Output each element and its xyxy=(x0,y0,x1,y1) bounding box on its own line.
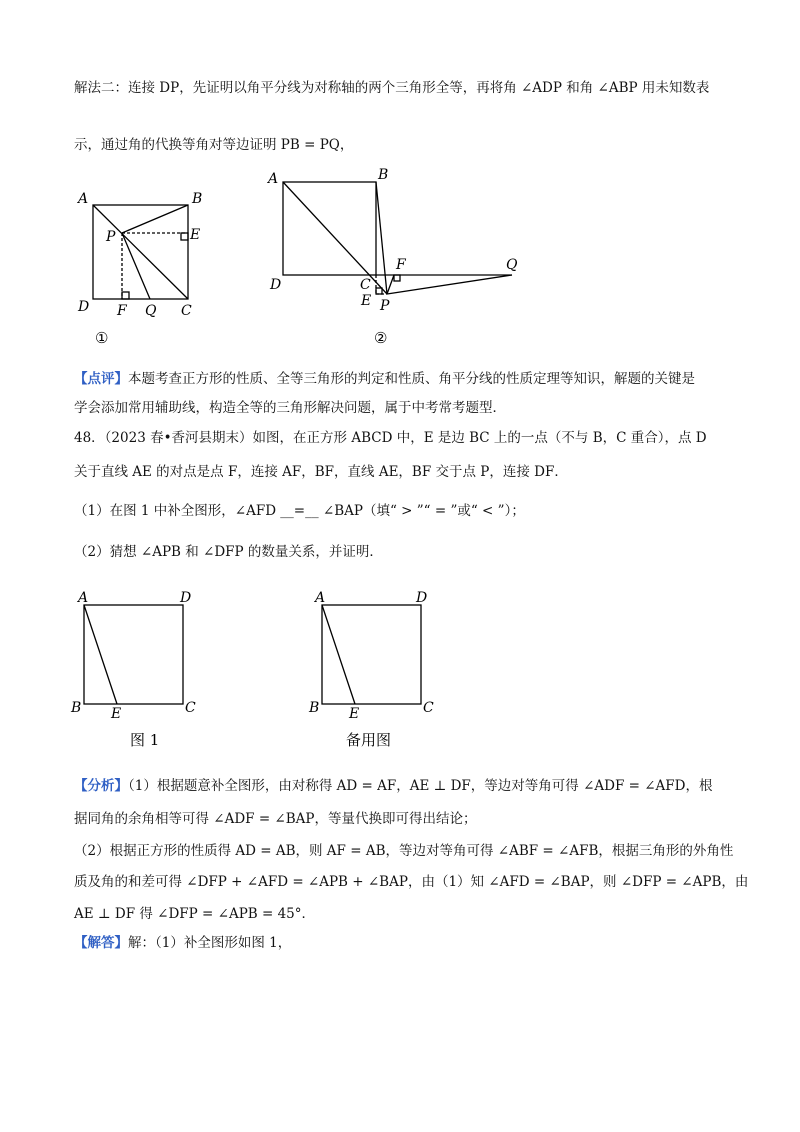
figure4-label-E: E xyxy=(349,706,360,722)
figure3-square xyxy=(84,605,183,704)
figure2-label-F: F xyxy=(396,257,406,273)
figure2-diagonal-AP xyxy=(283,182,387,294)
figure4-caption: 备用图 xyxy=(346,731,392,749)
figure3-label-D: D xyxy=(180,590,192,606)
figure2-segment-FP xyxy=(387,275,394,294)
figure2-right-angle-E xyxy=(376,288,382,294)
figure1-caption: ① xyxy=(95,329,109,347)
figure2-caption: ② xyxy=(374,329,388,347)
comment-tag: 【点评】 xyxy=(74,371,128,387)
figure4-square xyxy=(322,605,421,704)
problem48-part2: （2）猜想 ∠APB 和 ∠DFP 的数量关系，并证明． xyxy=(74,544,383,560)
figure4-label-D: D xyxy=(416,590,428,606)
figure1-right-angle-E xyxy=(181,233,188,240)
figure2-right-angle-F xyxy=(394,275,400,281)
figure4-label-A: A xyxy=(315,590,326,606)
figure1-label-A: A xyxy=(78,191,89,207)
figure3-label-B: B xyxy=(71,700,82,716)
figure2-label-C: C xyxy=(360,277,371,293)
figure3-label-C: C xyxy=(185,700,196,716)
figure2-segment-PQ xyxy=(387,275,512,294)
figure4-label-C: C xyxy=(423,700,434,716)
analysis-line3: （2）根据正方形的性质得 AD = AB，则 AF = AB，等边对等角可得 ∠ABF = ∠AFB，根据三角形的外角性 xyxy=(74,843,734,859)
problem48-line1: 48．（2023 春•香河县期末）如图，在正方形 ABCD 中，E 是边 BC 上的一点（不与 B，C 重合），点 D xyxy=(74,430,707,446)
method2-line2: 示，通过角的代换等角对等边证明 PB = PQ， xyxy=(74,137,354,153)
comment-text-1: 本题考查正方形的性质、全等三角形的判定和性质、角平分线的性质定理等知识，解题的关键是 xyxy=(128,371,695,387)
answer-text-1: 解：（1）补全图形如图 1， xyxy=(128,935,292,951)
problem48-part1: （1）在图 1 中补全图形，∠AFD __=__ ∠BAP（填“ > ”“ = ”或“ < ”）； xyxy=(74,503,525,519)
figure3-segment-AE xyxy=(84,605,117,704)
comment-line1 xyxy=(74,367,695,387)
figure1-label-Q: Q xyxy=(145,303,157,319)
geometry-figures-1-2 xyxy=(0,165,800,365)
analysis-line5: AE ⊥ DF 得 ∠DFP = ∠APB = 45°． xyxy=(74,906,316,922)
figure1-label-B: B xyxy=(192,191,203,207)
figure1-diagonal-AC xyxy=(93,205,188,299)
figure1-segment-PB xyxy=(122,205,188,233)
figure2-label-B: B xyxy=(378,167,389,183)
figure2-label-P: P xyxy=(380,298,390,314)
figure1-segment-PQ xyxy=(122,233,150,299)
analysis-line2: 据同角的余角相等可得 ∠ADF = ∠BAP，等量代换即可得出结论； xyxy=(74,811,477,827)
figure2-square xyxy=(283,182,376,275)
analysis-line4: 质及角的和差可得 ∠DFP + ∠AFD = ∠APB + ∠BAP，由（1）知 ∠AFD = ∠BAP，则 ∠DFP = ∠APB，由 xyxy=(74,874,749,890)
analysis-tag: 【分析】 xyxy=(74,778,128,794)
figure3-caption: 图 1 xyxy=(130,731,160,749)
figure3-label-E: E xyxy=(111,706,122,722)
figure2-label-E: E xyxy=(361,293,372,309)
figure1-label-P: P xyxy=(106,229,116,245)
figure1-label-D: D xyxy=(78,299,90,315)
figure2-label-A: A xyxy=(268,171,279,187)
figure3-label-A: A xyxy=(78,590,89,606)
figure2-label-D: D xyxy=(270,277,282,293)
figure1-label-F: F xyxy=(117,303,127,319)
figure1-label-C: C xyxy=(181,303,192,319)
figure1-label-E: E xyxy=(190,227,201,243)
figure1-right-angle-F xyxy=(122,292,129,299)
figure2-label-Q: Q xyxy=(506,257,518,273)
method2-line1: 解法二：连接 DP，先证明以角平分线为对称轴的两个三角形全等，再将角 ∠ADP 和角 ∠ABP 用未知数表 xyxy=(74,80,710,96)
problem48-line2: 关于直线 AE 的对点是点 F，连接 AF，BF，直线 AE，BF 交于点 P，连接 DF． xyxy=(74,464,568,480)
figure4-segment-AE xyxy=(322,605,355,704)
answer-line1 xyxy=(74,931,291,951)
figure2-segment-BP xyxy=(376,182,387,294)
answer-tag: 【解答】 xyxy=(74,935,128,951)
comment-line2: 学会添加常用辅助线，构造全等的三角形解决问题，属于中考常考题型． xyxy=(74,400,506,416)
analysis-text-1: （1）根据题意补全图形，由对称得 AD = AF，AE ⊥ DF，等边对等角可得 ∠ADF = ∠AFD，根 xyxy=(128,778,713,794)
analysis-line1 xyxy=(74,774,712,794)
geometry-figures-3-4 xyxy=(0,585,800,755)
figure4-label-B: B xyxy=(309,700,320,716)
